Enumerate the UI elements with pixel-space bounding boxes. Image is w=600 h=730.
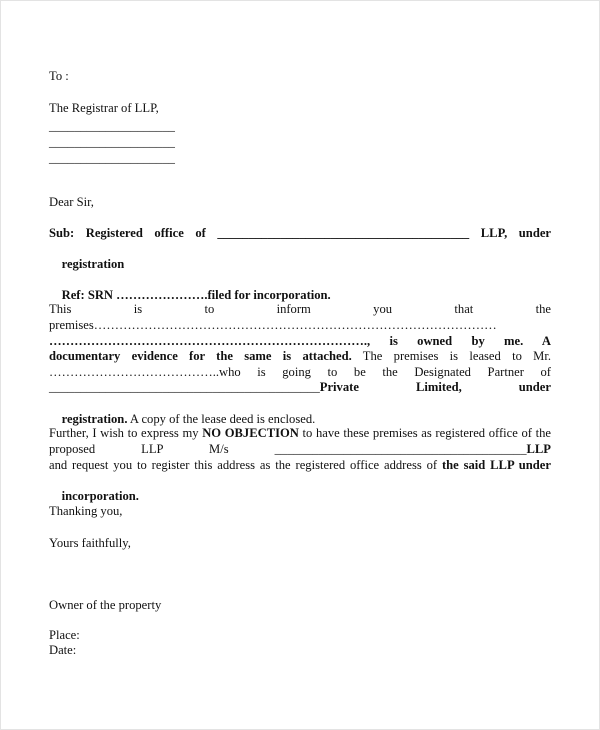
body2-line-3-bold: the said LLP under: [441, 458, 551, 472]
addressee: The Registrar of LLP,: [49, 101, 159, 115]
body2-line-4-bold: incorporation.: [61, 489, 139, 503]
body2-line-1: [49, 425, 551, 441]
body1-line-6: [49, 379, 551, 395]
no-objection-text: NO OBJECTION: [202, 426, 299, 440]
body1-line-3: [49, 333, 551, 349]
subject-text-1: Sub: Registered office of ________________________________________ LLP, under: [49, 226, 551, 240]
body1-line-4-bold: documentary evidence for the same is attached.: [49, 349, 352, 363]
closing: Yours faithfully,: [49, 536, 131, 550]
body1-line-4-rest: The premises is leased to Mr.: [351, 349, 551, 363]
body2-line-1-post: to have these premises as registered office of the: [298, 426, 552, 440]
body2-line-3-plain: and request you to register this address as the registered office address of: [49, 458, 442, 472]
body1-line-1: This is to inform you that the: [49, 302, 551, 316]
body2-line-2: [49, 441, 551, 457]
body1-line-7-bold: registration.: [61, 412, 128, 426]
body1-line-4: [49, 348, 551, 364]
salutation: Dear Sir,: [49, 195, 94, 209]
address-line-3: ____________________: [49, 151, 175, 165]
body1-line-6-plain: ___________________________________________: [49, 380, 320, 394]
body2-line-2-bold: LLP: [526, 442, 551, 456]
subject-line-1: [49, 225, 551, 241]
body1-line-2: premises……………………………………………………………………………………: [49, 318, 497, 332]
body1-line-7-rest: A copy of the lease deed is enclosed.: [127, 412, 316, 426]
date-label: Date:: [49, 643, 77, 657]
subject-text-2: registration: [61, 257, 125, 271]
place-label: Place:: [49, 628, 80, 642]
address-line-1: ____________________: [49, 119, 175, 133]
to-label: To :: [49, 69, 69, 83]
body2-line-2-plain: proposed LLP M/s ________________________________________: [49, 442, 527, 456]
body1-line-3-bold: …………………………………………………………………., is owned by me. A: [49, 334, 551, 348]
body1-line-5: …………………………………..who is going to be the Designated Partner of: [49, 365, 551, 379]
body2-line-1-pre: Further, I wish to express my: [49, 426, 203, 440]
reference-text: Ref: SRN ………………….filed for incorporation.: [61, 288, 331, 302]
address-line-2: ____________________: [49, 135, 175, 149]
body2-line-3: [49, 457, 551, 473]
signatory: Owner of the property: [49, 598, 162, 612]
body1-line-6-bold: Private Limited, under: [319, 380, 551, 394]
thanks: Thanking you,: [49, 504, 123, 518]
